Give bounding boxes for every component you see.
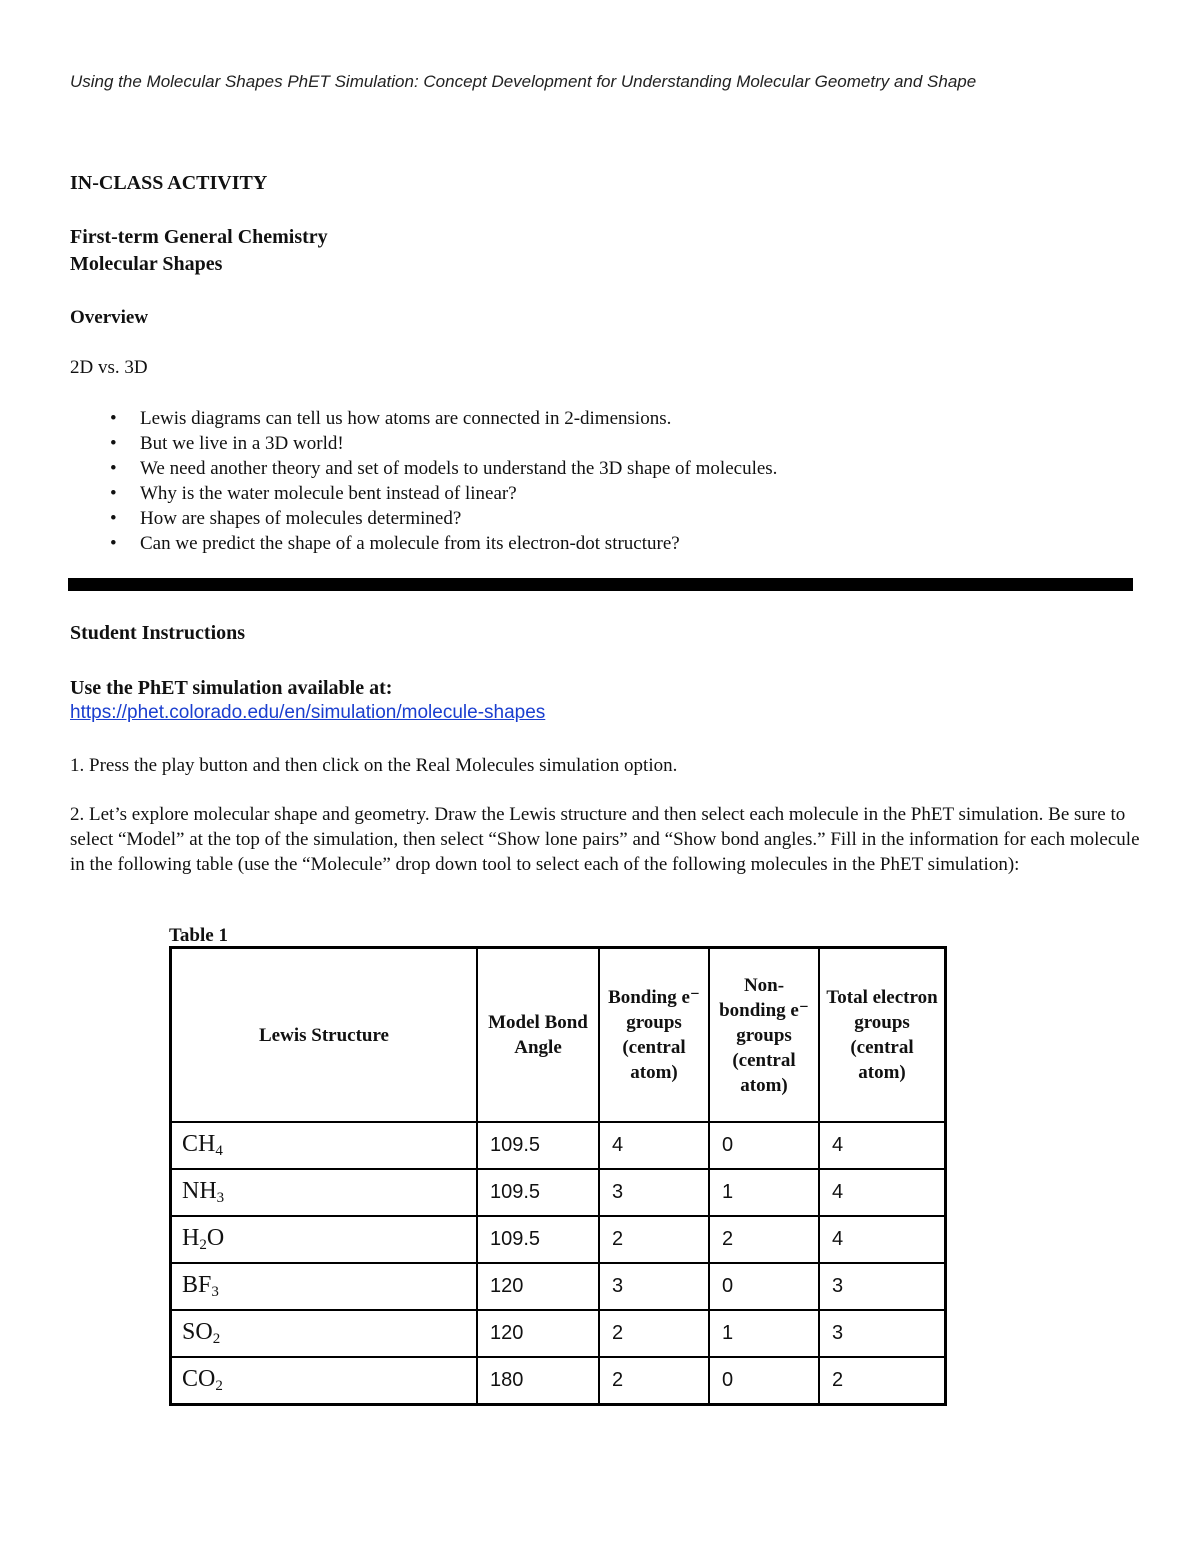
list-item [110, 531, 777, 556]
total-groups-cell: 3 [819, 1263, 946, 1310]
formula-main: NH [182, 1178, 217, 1204]
header-total-groups: Total electron groups (central atom) [819, 948, 946, 1123]
formula-suffix: O [206, 1225, 225, 1251]
course-title: First-term General Chemistry [70, 226, 328, 248]
step-1-text: 1. Press the play button and then click on the Real Molecules simulation option. [70, 755, 678, 776]
molecule-table [169, 946, 947, 1406]
subheading-2d-3d: 2D vs. 3D [70, 357, 148, 378]
bond-angle-cell: 120 [477, 1263, 599, 1310]
table-row [171, 1263, 946, 1310]
bond-angle-cell: 109.5 [477, 1122, 599, 1169]
topic-title: Molecular Shapes [70, 253, 223, 275]
phet-link[interactable]: https://phet.colorado.edu/en/simulation/molecule-shapes [70, 702, 546, 723]
formula-subscript: 2 [199, 1237, 207, 1253]
bond-angle-cell: 120 [477, 1310, 599, 1357]
header-bond-angle: Model Bond Angle [477, 948, 599, 1123]
nonbonding-groups-cell: 2 [709, 1216, 819, 1263]
bond-angle-cell: 109.5 [477, 1216, 599, 1263]
bullet-icon: • [110, 533, 117, 554]
nonbonding-groups-cell: 0 [709, 1122, 819, 1169]
total-groups-cell: 2 [819, 1357, 946, 1405]
table-row [171, 1310, 946, 1357]
running-header: Using the Molecular Shapes PhET Simulation: Concept Development for Understanding Molecular Geometry and Shape [70, 72, 977, 91]
list-item [110, 506, 777, 531]
formula-main: CH [182, 1131, 216, 1157]
formula-main: SO [182, 1319, 213, 1345]
bonding-groups-cell: 4 [599, 1122, 709, 1169]
nonbonding-groups-cell: 1 [709, 1169, 819, 1216]
table-row [171, 1357, 946, 1405]
table-row [171, 1169, 946, 1216]
table-header-row [171, 948, 946, 1123]
overview-heading: Overview [70, 307, 149, 328]
bonding-groups-cell: 3 [599, 1263, 709, 1310]
header-nonbonding-groups: Non-bonding e⁻ groups (central atom) [709, 948, 819, 1123]
header-lewis-structure: Lewis Structure [171, 948, 478, 1123]
total-groups-cell: 4 [819, 1169, 946, 1216]
bullet-text: But we live in a 3D world! [140, 433, 344, 454]
phet-heading: Use the PhET simulation available at: [70, 677, 393, 699]
molecule-formula [171, 1357, 478, 1405]
list-item [110, 456, 777, 481]
bullet-text: We need another theory and set of models to understand the 3D shape of molecules. [140, 458, 778, 479]
step-2-text: 2. Let’s explore molecular shape and geometry. Draw the Lewis structure and then select each molecule in the PhET simulation. Be sure to select “Model” at the top of the simulation, then select “Show lone pairs” and “Show bond angles.” Fill in the information for each molecule in the following table (use the “Molecule” drop down tool to select each of the following molecules in the PhET simulation): [70, 804, 1140, 875]
section-divider [68, 578, 1133, 591]
bullet-icon: • [110, 458, 117, 479]
nonbonding-groups-cell: 0 [709, 1263, 819, 1310]
bond-angle-cell: 180 [477, 1357, 599, 1405]
formula-subscript: 2 [212, 1331, 221, 1347]
bullet-text: Can we predict the shape of a molecule from its electron-dot structure? [140, 533, 680, 554]
molecule-formula [171, 1169, 478, 1216]
list-item [110, 481, 777, 506]
formula-main: BF [182, 1272, 212, 1298]
bond-angle-cell: 109.5 [477, 1169, 599, 1216]
formula-subscript: 4 [215, 1143, 223, 1159]
formula-subscript: 2 [215, 1378, 223, 1394]
instructions-heading: Student Instructions [70, 622, 246, 644]
molecule-formula [171, 1122, 478, 1169]
bullet-text: Lewis diagrams can tell us how atoms are connected in 2-dimensions. [140, 408, 672, 429]
nonbonding-groups-cell: 0 [709, 1357, 819, 1405]
nonbonding-groups-cell: 1 [709, 1310, 819, 1357]
molecule-formula [171, 1216, 478, 1263]
formula-main: CO [182, 1366, 216, 1392]
molecule-formula [171, 1263, 478, 1310]
bonding-groups-cell: 3 [599, 1169, 709, 1216]
bonding-groups-cell: 2 [599, 1310, 709, 1357]
molecule-formula [171, 1310, 478, 1357]
bullet-icon: • [110, 483, 117, 504]
bullet-icon: • [110, 433, 117, 454]
bullet-text: How are shapes of molecules determined? [140, 508, 462, 529]
list-item [110, 431, 777, 456]
formula-subscript: 3 [216, 1190, 225, 1206]
bonding-groups-cell: 2 [599, 1216, 709, 1263]
table-row [171, 1216, 946, 1263]
total-groups-cell: 4 [819, 1122, 946, 1169]
formula-subscript: 3 [211, 1284, 219, 1300]
bullet-icon: • [110, 408, 117, 429]
bullet-text: Why is the water molecule bent instead of linear? [140, 483, 517, 504]
list-item [110, 406, 777, 431]
table-row [171, 1122, 946, 1169]
header-bonding-groups: Bonding e⁻ groups (central atom) [599, 948, 709, 1123]
total-groups-cell: 4 [819, 1216, 946, 1263]
bullet-icon: • [110, 508, 117, 529]
activity-title: IN-CLASS ACTIVITY [70, 172, 268, 194]
bonding-groups-cell: 2 [599, 1357, 709, 1405]
overview-bullet-list [110, 406, 777, 556]
table-caption: Table 1 [169, 925, 228, 946]
formula-main: H [182, 1225, 200, 1251]
total-groups-cell: 3 [819, 1310, 946, 1357]
